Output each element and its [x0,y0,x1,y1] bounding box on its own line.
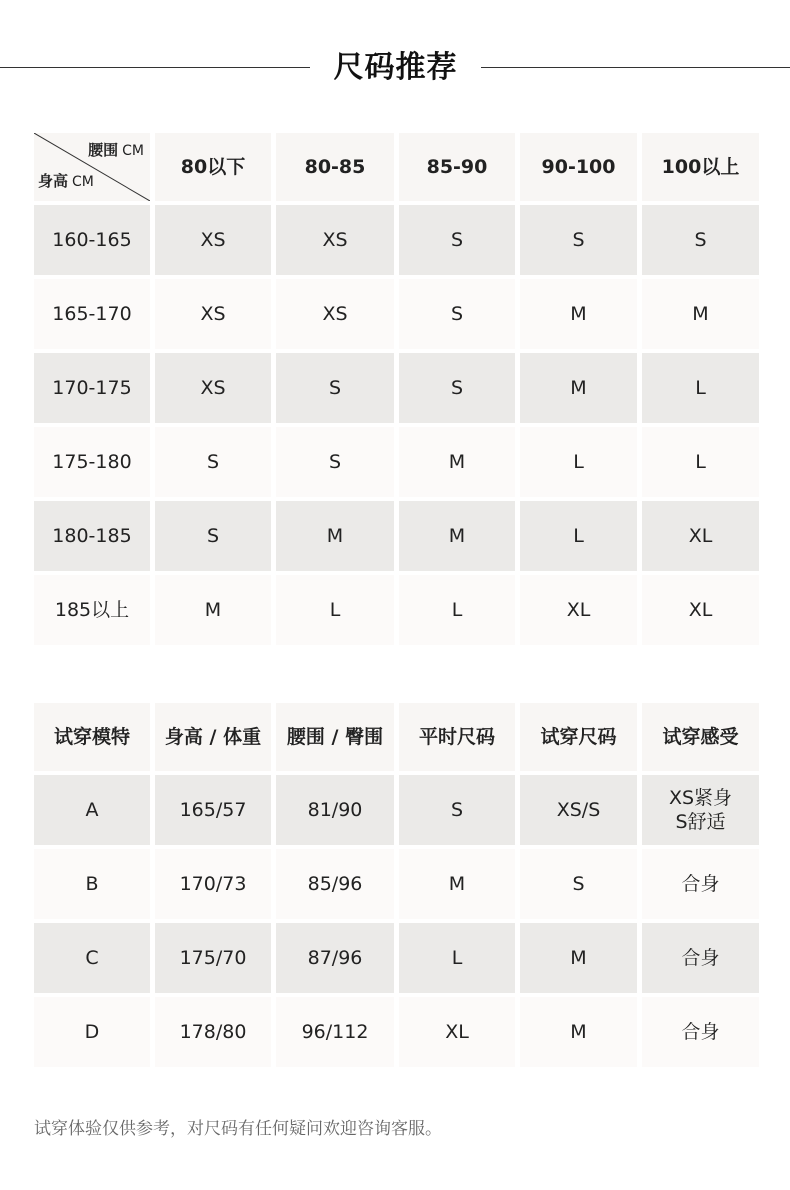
table-cell: XL [399,997,515,1067]
row-header-height: 185以上 [34,575,150,645]
table-cell: XS [276,205,394,275]
model-label: D [34,997,150,1067]
table-cell: XL [642,575,759,645]
row-header-height: 180-185 [34,501,150,571]
table-cell: XS/S [520,775,637,845]
table-cell: 175/70 [155,923,271,993]
table-cell: 96/112 [276,997,394,1067]
table-cell: M [399,501,515,571]
table-cell: S [276,427,394,497]
title-row [0,38,790,98]
table-cell: M [399,427,515,497]
table-cell: M [520,353,637,423]
column-header: 80-85 [276,133,394,201]
model-label: B [34,849,150,919]
height-label: 身高 CM [38,172,94,190]
column-header: 腰围 / 臀围 [276,703,394,771]
table-cell: S [520,205,637,275]
table-cell: XL [520,575,637,645]
table-cell: M [276,501,394,571]
size-recommendation-table [34,133,759,645]
column-header: 试穿模特 [34,703,150,771]
title-divider-right [481,67,790,68]
table-cell: L [520,427,637,497]
table-cell: M [520,923,637,993]
column-header: 试穿感受 [642,703,759,771]
table-cell: L [642,427,759,497]
fit-feedback-cell [642,775,759,845]
model-label: C [34,923,150,993]
table-cell: 81/90 [276,775,394,845]
column-header: 100以上 [642,133,759,201]
table-cell: 165/57 [155,775,271,845]
table-cell: S [276,353,394,423]
fit-feedback-cell: 合身 [642,997,759,1067]
page-title: 尺码推荐 [333,50,458,85]
column-header: 90-100 [520,133,637,201]
table-cell: S [399,279,515,349]
table-cell: 85/96 [276,849,394,919]
table-cell: L [399,923,515,993]
footer-note: 试穿体验仅供参考，对尺码有任何疑问欢迎咨询客服。 [34,1119,442,1139]
table-cell: M [520,279,637,349]
column-header: 试穿尺码 [520,703,637,771]
table-cell: S [155,427,271,497]
fit-feedback-cell: 合身 [642,923,759,993]
column-header: 85-90 [399,133,515,201]
title-divider-left [0,67,310,68]
table-cell: M [642,279,759,349]
row-header-height: 175-180 [34,427,150,497]
table-cell: S [399,353,515,423]
table-cell: L [276,575,394,645]
fit-feedback-line: S舒适 [675,811,726,833]
table-cell: L [642,353,759,423]
table-cell: S [399,205,515,275]
table-cell: XS [155,353,271,423]
table-cell: L [520,501,637,571]
table-cell: M [520,997,637,1067]
table-cell: 87/96 [276,923,394,993]
column-header: 80以下 [155,133,271,201]
column-header: 平时尺码 [399,703,515,771]
model-label: A [34,775,150,845]
waist-label: 腰围 CM [88,141,144,159]
fit-feedback-line: XS紧身 [668,787,733,809]
row-header-height: 165-170 [34,279,150,349]
table-cell: 170/73 [155,849,271,919]
table-cell: XS [155,279,271,349]
table-cell: M [399,849,515,919]
table-cell: M [155,575,271,645]
table-cell: S [642,205,759,275]
table-cell: XS [155,205,271,275]
model-tryon-table [34,703,759,1067]
table-cell: XS [276,279,394,349]
table-cell: S [399,775,515,845]
table-cell: S [155,501,271,571]
table-cell: L [399,575,515,645]
fit-feedback-cell: 合身 [642,849,759,919]
row-header-height: 170-175 [34,353,150,423]
row-header-height: 160-165 [34,205,150,275]
column-header: 身高 / 体重 [155,703,271,771]
table-cell: 178/80 [155,997,271,1067]
table-cell: XL [642,501,759,571]
table-cell: S [520,849,637,919]
table-corner-header [34,133,150,201]
